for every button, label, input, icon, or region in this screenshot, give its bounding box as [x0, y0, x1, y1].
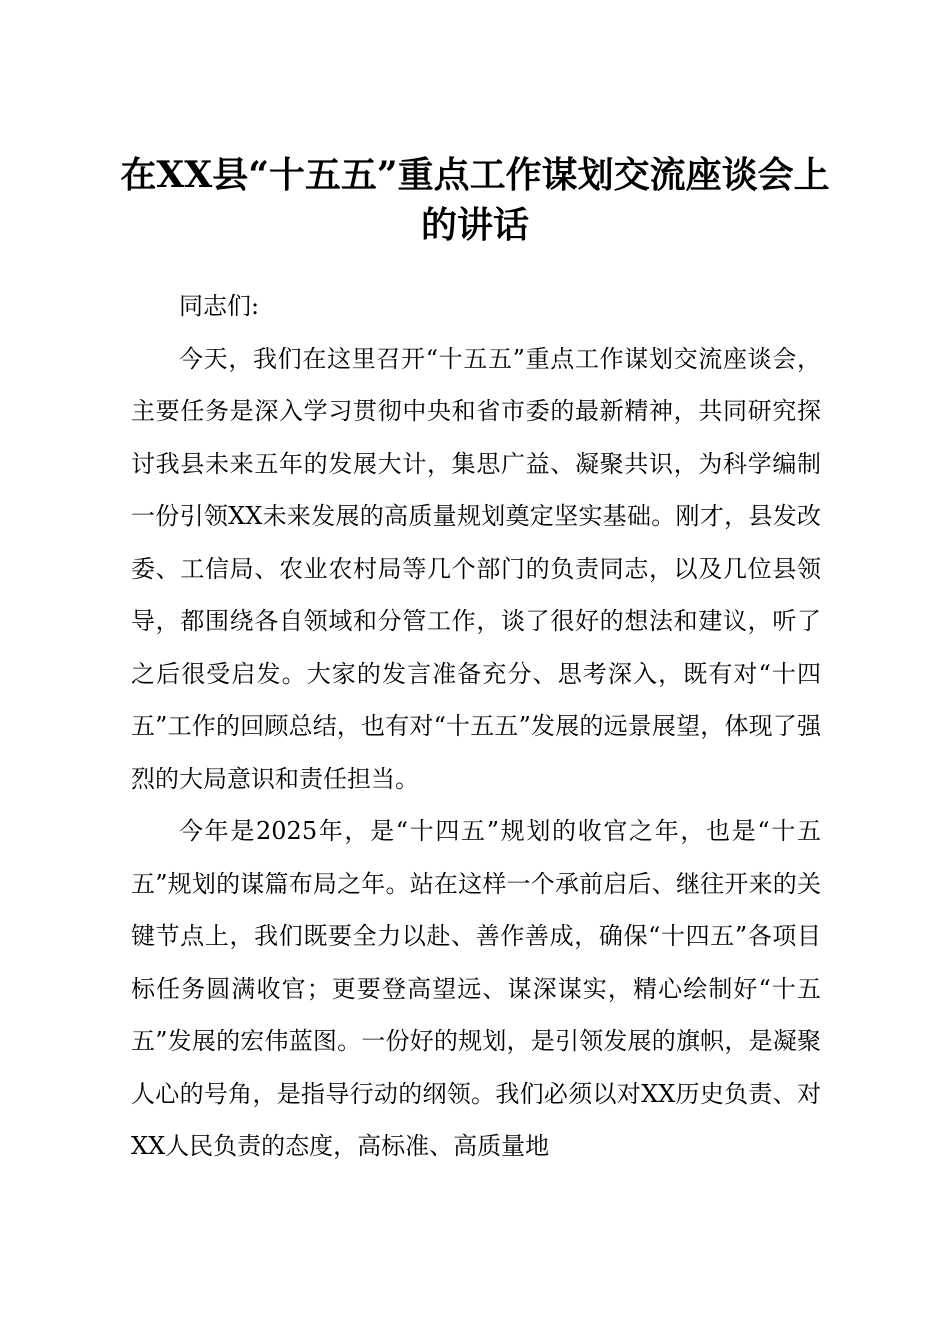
paragraph-1: 今天，我们在这里召开“十五五”重点工作谋划交流座谈会，主要任务是深入学习贯彻中央和省市委的最新精神，共同研究探讨我县未来五年的发展大计，集思广益、凝聚共识，为科学编制一份引领XX未来发展的高质量规划奠定坚实基础。刚才，县发改委、工信局、农业农村局等几个部门的负责同志，以及几位县领导，都围绕各自领域和分管工作，谈了很好的想法和建议，听了之后很受启发。大家的发言准备充分、思考深入，既有对“十四五”工作的回顾总结，也有对“十五五”发展的远景展望，体现了强烈的大局意识和责任担当。	[131, 344, 821, 793]
paragraph-2: 今年是2025年，是“十四五”规划的收官之年，也是“十五五”规划的谋篇布局之年。站在这样一个承前启后、继往开来的关键节点上，我们既要全力以赴、善作善成，确保“十四五”各项目标任务圆满收官；更要登高望远、谋深谋实，精心绘制好“十五五”发展的宏伟蓝图。一份好的规划，是引领发展的旗帜，是凝聚人心的号角，是指导行动的纲领。我们必须以对XX历史负责、对XX人民负责的态度，高标准、高质量地	[131, 817, 821, 1160]
document-body	[131, 280, 821, 1173]
document-title: 在XX县“十五五”重点工作谋划交流座谈会上的讲话	[120, 154, 830, 246]
greeting: 同志们:	[179, 292, 260, 320]
